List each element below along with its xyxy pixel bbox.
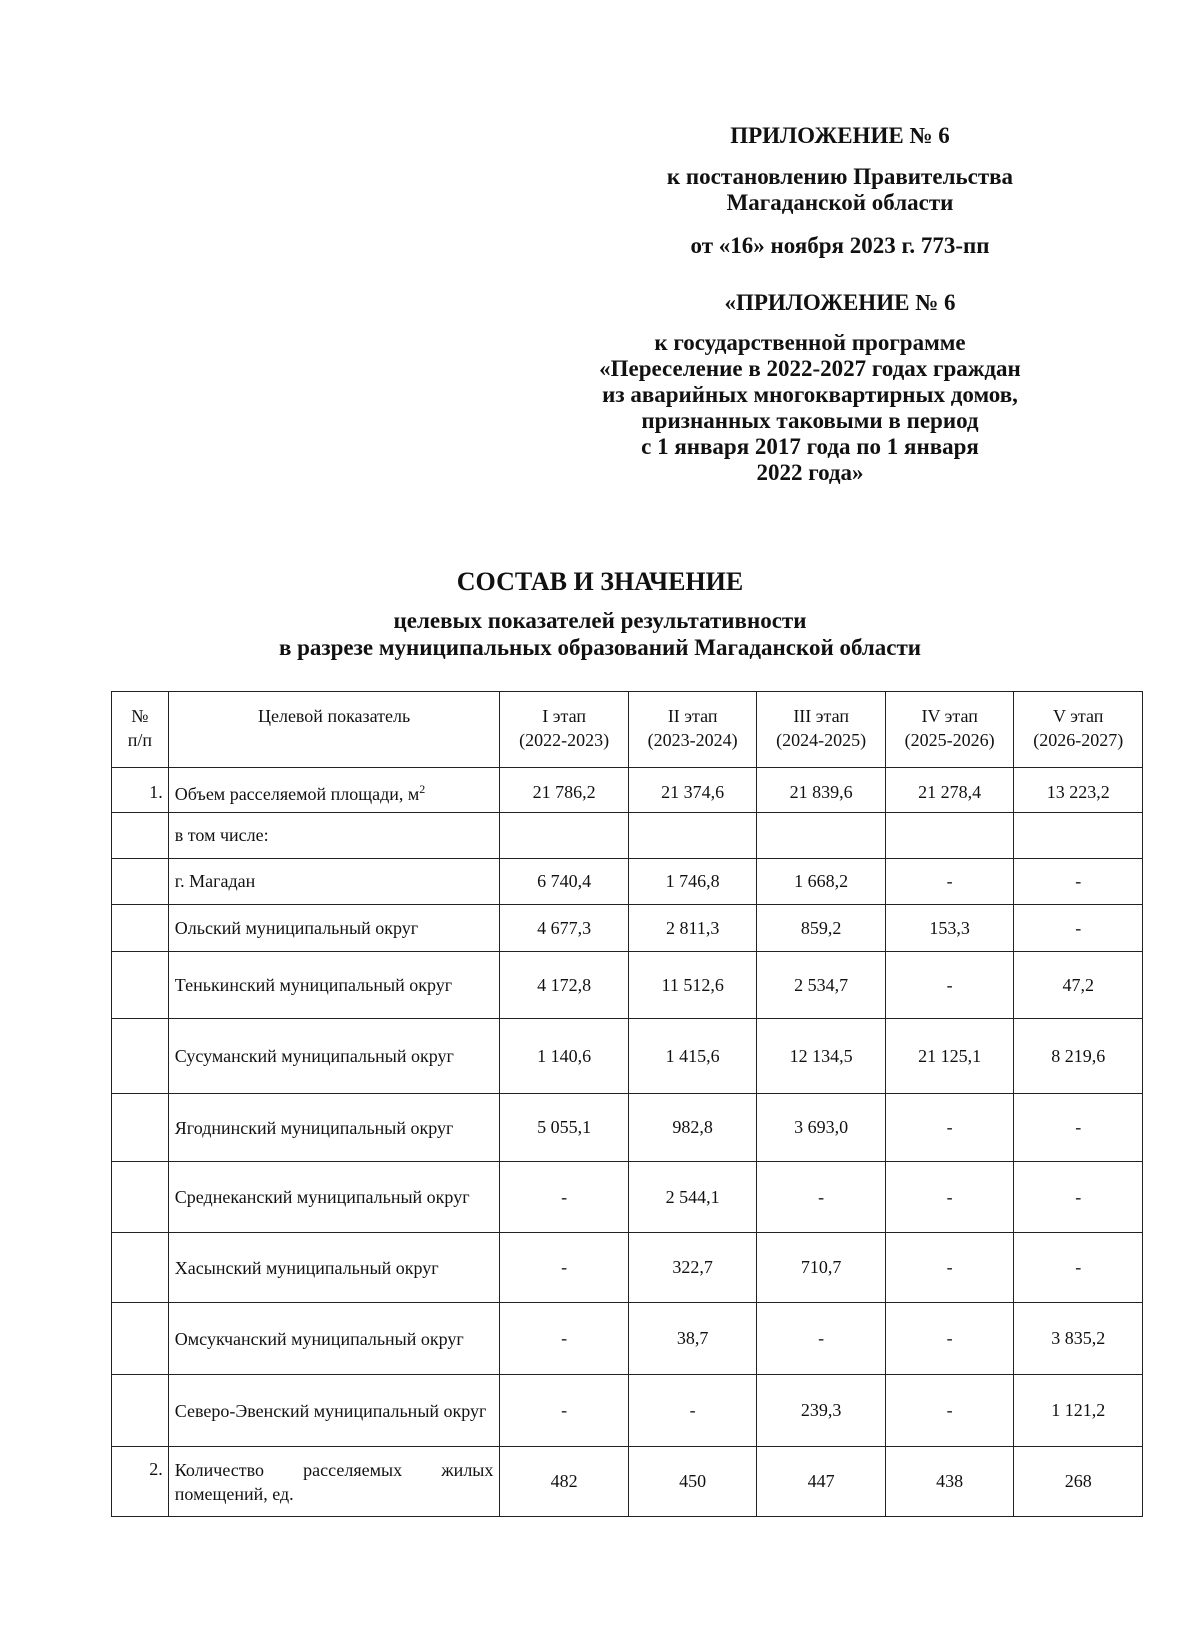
row-num (112, 1233, 169, 1303)
row-num: 1. (112, 768, 169, 813)
row-value: - (1014, 1094, 1143, 1162)
row-value: 2 811,3 (628, 905, 757, 952)
row-value: 47,2 (1014, 952, 1143, 1019)
appendix-title: ПРИЛОЖЕНИЕ № 6 (730, 123, 950, 148)
header-stage-2 (628, 692, 757, 768)
row-value: - (757, 1162, 886, 1233)
row-value: - (500, 1162, 629, 1233)
row-num (112, 1162, 169, 1233)
row-value: - (885, 1233, 1014, 1303)
row-indicator: Сусуманский муниципальный округ (168, 1019, 500, 1094)
appendix2-to-line: «Переселение в 2022-2027 годах граждан (599, 356, 1021, 381)
row-value: 482 (500, 1447, 629, 1517)
row-indicator: Омсукчанский муниципальный округ (168, 1303, 500, 1375)
table-row (112, 859, 1143, 905)
row-num (112, 1375, 169, 1447)
appendix2-to-line: с 1 января 2017 года по 1 января (641, 434, 979, 459)
row-indicator (168, 768, 500, 813)
appendix-to (560, 164, 1120, 216)
row-indicator: Хасынский муниципальный округ (168, 1233, 500, 1303)
row-value: - (1014, 859, 1143, 905)
appendix-date: от «16» ноября 2023 г. 773-пп (690, 233, 990, 258)
row-num (112, 813, 169, 859)
table-row (112, 1162, 1143, 1233)
unit-exponent: 2 (419, 782, 426, 796)
header-stage-4 (885, 692, 1014, 768)
table-row (112, 1233, 1143, 1303)
row-value: 859,2 (757, 905, 886, 952)
row-value: 21 278,4 (885, 768, 1014, 813)
row-value (885, 813, 1014, 859)
table-row (112, 1019, 1143, 1094)
document-subtitle-line: целевых показателей результативности (393, 608, 807, 633)
document-title: СОСТАВ И ЗНАЧЕНИЕ (456, 567, 744, 596)
appendix-to-line: к постановлению Правительства (666, 164, 1014, 189)
table-row (112, 1375, 1143, 1447)
row-value: 21 786,2 (500, 768, 629, 813)
header-stage-5 (1014, 692, 1143, 768)
row-value: - (500, 1233, 629, 1303)
row-value: - (757, 1303, 886, 1375)
indicators-table (111, 691, 1143, 1517)
appendix2-to-line: к государственной программе (654, 330, 966, 355)
row-value: - (885, 952, 1014, 1019)
row-value: 1 140,6 (500, 1019, 629, 1094)
row-num (112, 905, 169, 952)
row-value: 21 374,6 (628, 768, 757, 813)
header-stage-years: (2022-2023) (519, 730, 610, 750)
header-stage-years: (2026-2027) (1033, 730, 1124, 750)
row-value: 13 223,2 (1014, 768, 1143, 813)
row-num (112, 1303, 169, 1375)
row-value: 450 (628, 1447, 757, 1517)
table-row (112, 905, 1143, 952)
header-stage-label: III этап (793, 706, 849, 726)
row-value: - (1014, 1233, 1143, 1303)
row-value (500, 813, 629, 859)
table-row (112, 768, 1143, 813)
row-num: 2. (112, 1447, 169, 1517)
row-value (628, 813, 757, 859)
header-stage-years: (2023-2024) (647, 730, 738, 750)
document-subtitle (100, 607, 1100, 661)
row-num (112, 859, 169, 905)
header-stage-3 (757, 692, 886, 768)
appendix2-to-line: признанных таковыми в период (641, 408, 979, 433)
appendix2-to-line: из аварийных многоквартирных домов, (602, 382, 1018, 407)
row-value: 38,7 (628, 1303, 757, 1375)
row-value: 1 746,8 (628, 859, 757, 905)
table-row (112, 1303, 1143, 1375)
row-indicator: Тенькинский муниципальный округ (168, 952, 500, 1019)
table-row (112, 952, 1143, 1019)
row-value: 1 415,6 (628, 1019, 757, 1094)
row-indicator: г. Магадан (168, 859, 500, 905)
appendix-to-line: Магаданской области (726, 190, 954, 215)
row-value: - (628, 1375, 757, 1447)
row-indicator: Количество расселяемых жилых помещений, ед. (168, 1447, 500, 1517)
table-header-row (112, 692, 1143, 768)
appendix2-to (520, 330, 1100, 486)
header-num (112, 692, 169, 768)
row-value: 2 534,7 (757, 952, 886, 1019)
row-value: - (885, 859, 1014, 905)
row-indicator: Ольский муниципальный округ (168, 905, 500, 952)
header-num-line: № (131, 706, 149, 726)
row-num (112, 1094, 169, 1162)
row-num (112, 952, 169, 1019)
row-value: 2 544,1 (628, 1162, 757, 1233)
row-value: 4 677,3 (500, 905, 629, 952)
row-value: 21 839,6 (757, 768, 886, 813)
row-indicator: Ягоднинский муниципальный округ (168, 1094, 500, 1162)
row-value: - (500, 1303, 629, 1375)
row-value: 12 134,5 (757, 1019, 886, 1094)
row-indicator: в том числе: (168, 813, 500, 859)
row-value: 268 (1014, 1447, 1143, 1517)
header-stage-1 (500, 692, 629, 768)
row-value: - (500, 1375, 629, 1447)
appendix2-title: «ПРИЛОЖЕНИЕ № 6 (724, 290, 956, 315)
document-subtitle-line: в разрезе муниципальных образований Магаданской области (278, 635, 922, 660)
row-value: 3 835,2 (1014, 1303, 1143, 1375)
row-value: 6 740,4 (500, 859, 629, 905)
row-value: 5 055,1 (500, 1094, 629, 1162)
row-indicator: Северо-Эвенский муниципальный округ (168, 1375, 500, 1447)
row-value: 8 219,6 (1014, 1019, 1143, 1094)
table-row (112, 1447, 1143, 1517)
row-value: - (1014, 905, 1143, 952)
row-value: 1 668,2 (757, 859, 886, 905)
header-stage-label: I этап (542, 706, 586, 726)
row-value: - (885, 1162, 1014, 1233)
row-indicator-text: Объем расселяемой площади, м (174, 784, 420, 804)
row-value (757, 813, 886, 859)
row-value: 447 (757, 1447, 886, 1517)
header-stage-years: (2025-2026) (904, 730, 995, 750)
header-stage-label: V этап (1053, 706, 1104, 726)
row-value: - (885, 1094, 1014, 1162)
appendix2-to-line: 2022 года» (756, 460, 864, 485)
row-value: 4 172,8 (500, 952, 629, 1019)
row-value: 438 (885, 1447, 1014, 1517)
header-stage-label: II этап (667, 706, 718, 726)
row-value: 153,3 (885, 905, 1014, 952)
table-row (112, 813, 1143, 859)
header-indicator: Целевой показатель (168, 692, 500, 768)
row-value: - (885, 1375, 1014, 1447)
row-value: 21 125,1 (885, 1019, 1014, 1094)
table-row (112, 1094, 1143, 1162)
row-value: 710,7 (757, 1233, 886, 1303)
row-value: - (1014, 1162, 1143, 1233)
row-num (112, 1019, 169, 1094)
header-num-line: п/п (127, 730, 153, 750)
row-value: - (885, 1303, 1014, 1375)
row-value: 11 512,6 (628, 952, 757, 1019)
row-value: 3 693,0 (757, 1094, 886, 1162)
row-value (1014, 813, 1143, 859)
row-value: 239,3 (757, 1375, 886, 1447)
header-stage-label: IV этап (921, 706, 978, 726)
row-indicator: Среднеканский муниципальный округ (168, 1162, 500, 1233)
header-stage-years: (2024-2025) (776, 730, 867, 750)
row-value: 1 121,2 (1014, 1375, 1143, 1447)
row-value: 322,7 (628, 1233, 757, 1303)
row-value: 982,8 (628, 1094, 757, 1162)
